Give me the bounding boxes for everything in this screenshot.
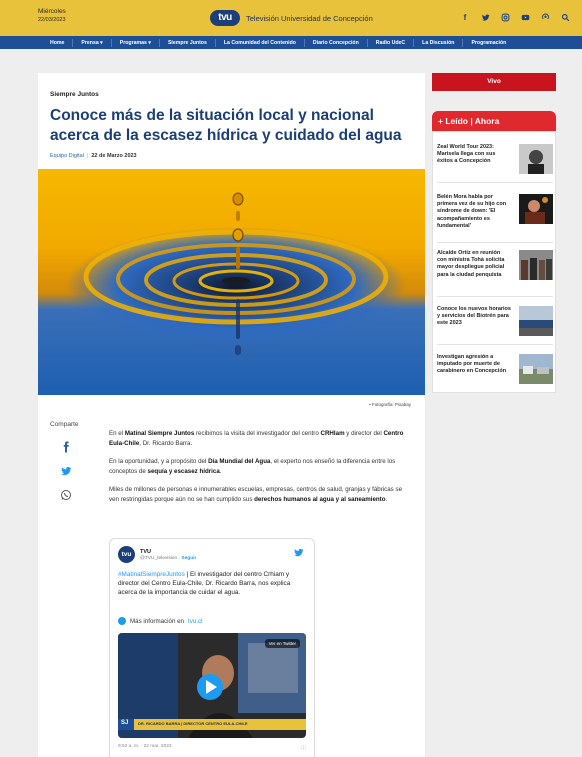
tweet-timestamp[interactable]: 9:52 a. m. · 22 mar. 2023 xyxy=(118,744,172,749)
nav-siempre-juntos[interactable]: Siempre Juntos xyxy=(160,39,216,47)
twitter-icon[interactable] xyxy=(476,6,494,28)
thumbnail-image[interactable] xyxy=(519,354,553,384)
most-read-item[interactable]: Zeal World Tour 2023: Marisela llega con sus éxitos a Concepción xyxy=(437,144,553,174)
vivo-button[interactable]: Vivo xyxy=(432,73,556,91)
article-section[interactable]: Siempre Juntos xyxy=(50,91,99,98)
tweet-hashtag[interactable]: #MatinalSiempreJuntos xyxy=(118,571,185,578)
search-icon[interactable] xyxy=(556,6,574,28)
main-nav xyxy=(0,36,582,49)
top-header xyxy=(0,0,582,36)
paragraph-2: En la oportunidad, y a propósito del Día Mundial del Agua, el experto nos enseñó la diferencia entre los conceptos de sequía y escasez hídrica. xyxy=(109,458,396,475)
header-day: Miércoles xyxy=(38,8,66,15)
share-label: Comparte xyxy=(50,421,79,428)
thumbnail-image[interactable] xyxy=(519,306,553,336)
nav-programacion[interactable]: Programación xyxy=(471,39,507,46)
site-name[interactable]: Televisión Universidad de Concepción xyxy=(246,13,373,23)
nav-diario[interactable]: Diario Concepción xyxy=(305,39,368,47)
nav-programas[interactable]: Programas ▾ xyxy=(112,39,160,47)
info-icon[interactable]: ⓘ xyxy=(301,746,306,751)
most-read-item[interactable]: Alcalde Ortiz en reunión con ministra Tohá solicita mayor despliegue policial para la ciudad penquista xyxy=(437,250,553,280)
most-read-item[interactable]: Belén Mora habla por primera vez de su hijo con síndrome de down: 'El acompañamiento es fundamental' xyxy=(437,194,553,230)
article-title: Conoce más de la situación local y nacional acerca de la escasez hídrica y cuidado del agua xyxy=(50,107,402,144)
youtube-icon[interactable] xyxy=(516,6,534,28)
nav-discusion[interactable]: La Discusión xyxy=(414,39,463,47)
blue-circle-icon xyxy=(118,617,126,625)
header-date-value: 22/03/2023 xyxy=(38,17,66,23)
podcast-icon[interactable] xyxy=(536,6,554,28)
tweet-handle[interactable]: @TVU_television xyxy=(140,555,178,561)
embedded-tweet[interactable] xyxy=(109,538,315,757)
video-show-logo: SJ xyxy=(121,720,129,726)
tweet-link[interactable]: tvu.cl xyxy=(188,617,203,625)
tweet-header xyxy=(118,546,196,563)
photo-caption: • Fotografía: Pixabay xyxy=(369,402,411,407)
tweet-video[interactable] xyxy=(118,633,306,738)
tweet-follow-button[interactable]: Seguir xyxy=(181,555,197,561)
facebook-icon[interactable]: f xyxy=(463,12,467,22)
nav-comunidad[interactable]: La Comunidad del Contenido xyxy=(216,39,305,47)
paragraph-1: En el Matinal Siempre Juntos recibimos la visita del investigador del centro CRHIam y director del Centro Eula-Chile, Dr. Ricardo Barra. xyxy=(109,430,404,447)
nav-radio[interactable]: Radio UdeC xyxy=(368,39,414,47)
article-body xyxy=(109,429,404,513)
thumbnail-image[interactable] xyxy=(519,194,553,224)
most-read-item[interactable]: Investigan agresión a imputado por muerte de carabinero en Concepción xyxy=(437,354,553,384)
share-whatsapp-icon[interactable] xyxy=(60,488,72,500)
tweet-footer xyxy=(118,744,306,751)
tweet-more-info: Más información en tvu.cl xyxy=(118,617,202,625)
site-brand[interactable] xyxy=(210,9,373,27)
video-lower-third: DR. RICARDO BARRA | DIRECTOR CENTRO EULA-CHILE xyxy=(138,721,248,726)
most-read-header[interactable]: + Leído | Ahora xyxy=(432,111,556,131)
share-bar xyxy=(50,421,86,500)
nav-prensa[interactable]: Prensa ▾ xyxy=(73,39,111,47)
article-date: 22 de Marzo 2023 xyxy=(91,153,137,159)
tvu-logo[interactable]: tvu xyxy=(210,10,240,26)
nav-home[interactable]: Home xyxy=(42,39,73,47)
share-facebook-icon[interactable] xyxy=(60,440,72,452)
share-twitter-icon[interactable] xyxy=(60,464,72,476)
social-icons xyxy=(456,6,574,28)
tweet-handle-row: @TVU_television · Seguir xyxy=(140,555,197,561)
twitter-bird-icon[interactable] xyxy=(293,547,304,558)
tweet-avatar[interactable]: tvu xyxy=(118,546,135,563)
video-badge[interactable]: Ver en Twitter xyxy=(265,639,300,648)
article-meta: Equipo Digital | 22 de Marzo 2023 xyxy=(50,153,137,159)
tweet-text: #MatinalSiempreJuntos | El investigador del centro Crhiam y director del Centro Eula-Chile, Dr. Ricardo Barra, nos explica acerca de la importancia de cuidar el agua. xyxy=(118,571,291,596)
tweet-account-name[interactable]: TVU xyxy=(140,548,151,555)
most-read-list xyxy=(432,131,556,393)
article-author[interactable]: Equipo Digital xyxy=(50,153,84,159)
paragraph-3: Miles de millones de personas e innumerables escuelas, empresas, centros de salud, granjas y fábricas se ven restringidas porque aún no se han cumplido sus derechos humanos al agua y al saneamiento. xyxy=(109,486,403,503)
water-drop-photo xyxy=(38,169,425,395)
thumbnail-image[interactable] xyxy=(519,250,553,280)
thumbnail-image[interactable] xyxy=(519,144,553,174)
most-read-item[interactable]: Conoce los nuevos horarios y servicios del Biotrén para este 2023 xyxy=(437,306,553,336)
instagram-icon[interactable] xyxy=(496,6,514,28)
hero-image xyxy=(38,169,425,395)
header-date xyxy=(38,7,66,25)
